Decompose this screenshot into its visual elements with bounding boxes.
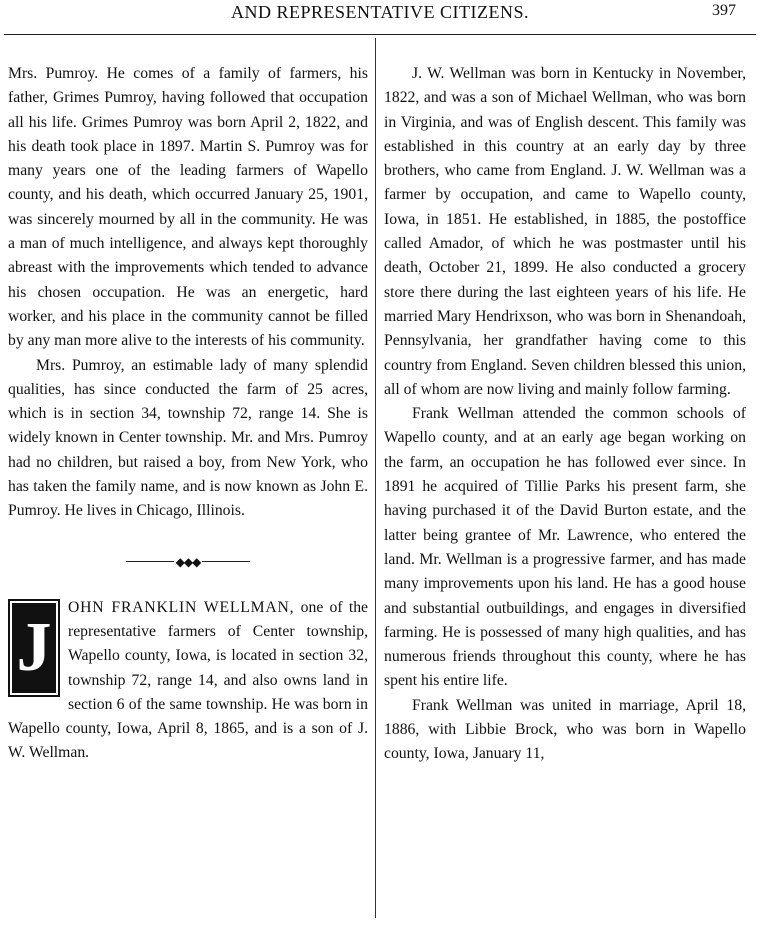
biography-intro [8,596,368,766]
page-header [0,0,760,34]
column-divider [375,38,376,918]
right-column [384,62,746,767]
biography-name: OHN FRANKLIN WELLMAN, [68,598,295,616]
ornament-diamonds-icon: ◆◆◆ [175,554,201,569]
page-number: 397 [712,2,736,19]
section-ornament [8,552,368,572]
ornament-line-left [126,561,174,562]
paragraph-jw-wellman: J. W. Wellman was born in Kentucky in November, 1822, and was a son of Michael Wellman, who was born in Virginia, and was of English descent. This family was established in this country at an early day by three brothers, who came from England. J. W. Wellman was a farmer by occupation, and came to Wapello county, Iowa, in 1851. He established, in 1885, the postoffice called Amador, of which he was postmaster until his death, October 21, 1899. He also conducted a grocery store there during the last eighteen years of his life. He married Mary Hendrixson, who was born in Shenandoah, Pennsylvania, her grandfather having come to this country from England. Seven children blessed this union, all of whom are now living and mainly follow farming. [384,65,746,398]
header-rule [4,34,756,35]
dropcap-letter: J [8,599,60,697]
left-column [8,62,368,766]
paragraph-pumroy-family: Mrs. Pumroy. He comes of a family of farmers, his father, Grimes Pumroy, having followed that occupation all his life. Grimes Pumroy was born April 2, 1822, and his death took place in 1897. Martin S. Pumroy was for many years one of the leading farmers of Wapello county, and his death, which occurred January 25, 1901, was sincerely mourned by all in the community. He was a man of much intelligence, and always kept thoroughly abreast with the improvements which tended to advance his chosen occupation. He was an energetic, hard worker, and his place in the community cannot be filled by any man more alive to the interests of his community. [8,65,368,350]
paragraph-marriage: Frank Wellman was united in marriage, April 18, 1886, with Libbie Brock, who was born in Wapello county, Iowa, January 11, [384,696,746,763]
ornament-line-right [202,561,250,562]
paragraph-mrs-pumroy: Mrs. Pumroy, an estimable lady of many splendid qualities, has since conducted the farm of 25 acres, which is in section 34, township 72, range 14. She is widely known in Center township. Mr. and Mrs. Pumroy had no children, but raised a boy, from New York, who has taken the family name, and is now known as John E. Pumroy. He lives in Chicago, Illinois. [8,356,368,520]
paragraph-frank-wellman: Frank Wellman attended the common schools of Wapello county, and at an early age began working on the farm, an occupation he has followed ever since. In 1891 he acquired of Tillie Parks his present farm, she having purchased it of the David Burton estate, and the latter being grantee of Mr. Lawrence, who entered the land. Mr. Wellman is a progressive farmer, and has made many improvements upon his land. He has a good house and substantial outbuildings, and engages in diversified farming. He is possessed of many high qualities, and has numerous friends throughout this county, where he has spent his entire life. [384,405,746,690]
biography-intro-text: one of the representative farmers of Center township, Wapello county, Iowa, is located in section 32, township 72, range 14, and also owns land in section 6 of the same township. He was born in Wapello county, Iowa, April 8, 1865, and is a son of J. W. Wellman. [8,598,368,762]
running-head: AND REPRESENTATIVE CITIZENS. [230,2,530,22]
